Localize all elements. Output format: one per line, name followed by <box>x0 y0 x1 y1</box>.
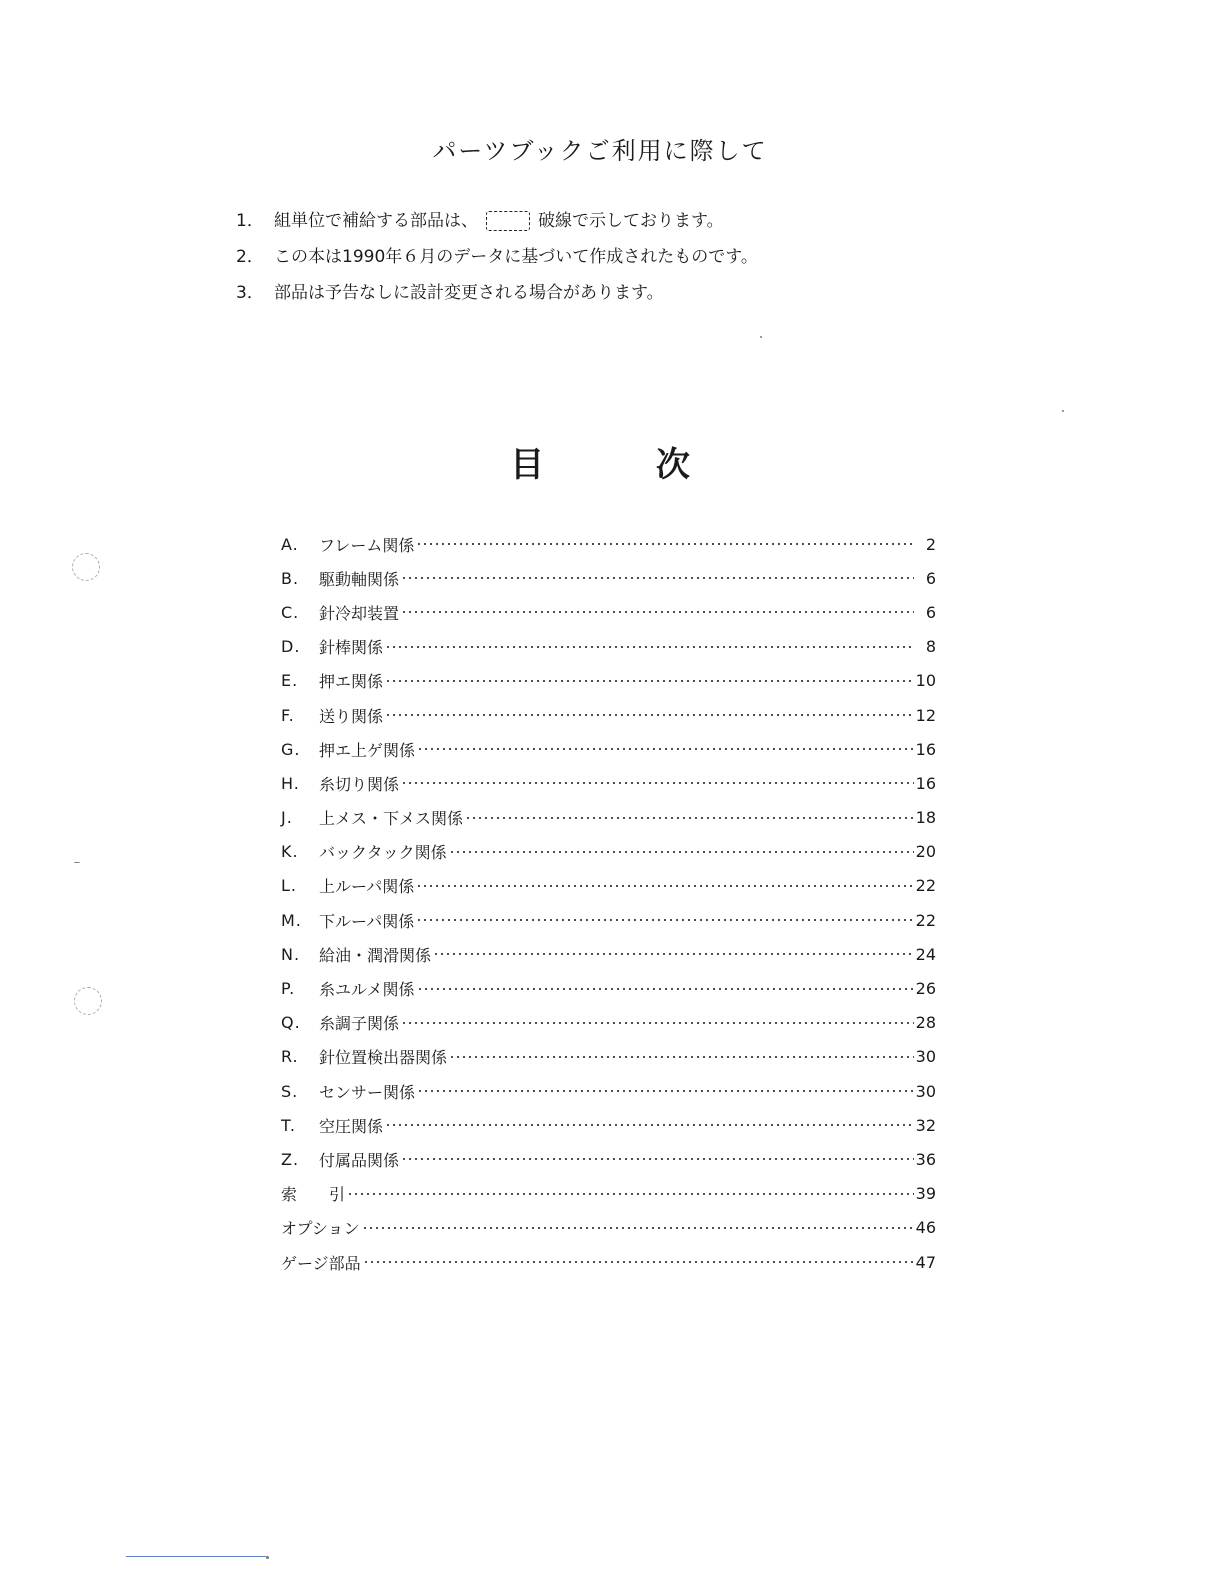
toc-entry-label: 糸切り関係 <box>319 774 400 794</box>
toc-entry-label: 上メス・下メス関係 <box>319 809 464 829</box>
toc-entry <box>281 732 936 766</box>
notice-item-number: 1． <box>236 211 264 231</box>
toc-entry-key: N. <box>281 944 301 964</box>
toc-entry-page: 6 <box>925 602 936 622</box>
toc-dot-leader <box>363 1257 914 1267</box>
scan-speck <box>1062 410 1064 412</box>
toc-entry <box>281 664 936 698</box>
toc-entry-key: K. <box>281 842 299 862</box>
toc-entry-page: 46 <box>915 1218 936 1238</box>
toc-entry-page: 22 <box>915 876 936 896</box>
toc-entry-page: 22 <box>915 910 936 930</box>
toc-entry-page: 12 <box>915 705 936 725</box>
toc-dot-leader <box>417 984 914 994</box>
notice-item <box>236 203 758 239</box>
toc-entry-label: バックタック関係 <box>319 843 447 863</box>
toc-entry-key: Z. <box>281 1149 300 1169</box>
toc-entry <box>281 835 936 869</box>
toc-entry-label: 針位置検出器関係 <box>319 1048 448 1068</box>
toc-title-char: 次 <box>655 445 690 485</box>
toc-entry-key: M. <box>281 910 302 930</box>
toc-entry-page: 8 <box>925 637 936 657</box>
toc-entry-page: 32 <box>915 1115 936 1135</box>
toc-entry <box>281 1040 936 1074</box>
toc-dot-leader <box>465 813 914 823</box>
toc-entry-page: 30 <box>915 1081 936 1101</box>
notice-item-text: 組単位で補給する部品は、 <box>274 211 478 231</box>
toc-dot-leader <box>385 642 914 652</box>
toc-entry-key: H. <box>281 773 300 793</box>
toc-entry-label: 空圧関係 <box>319 1116 384 1136</box>
notice-item-number: 2． <box>236 247 264 267</box>
toc-entry <box>281 937 936 971</box>
table-of-contents <box>281 527 936 1279</box>
toc-entry-key: J. <box>281 808 293 828</box>
notice-list <box>236 203 758 311</box>
toc-entry-key: G. <box>281 739 301 759</box>
toc-entry <box>281 527 936 561</box>
toc-entry <box>281 1142 936 1176</box>
toc-entry-page: 2 <box>925 534 936 554</box>
toc-entry-key: B. <box>281 568 300 588</box>
toc-entry-label: オプション <box>281 1219 360 1239</box>
toc-entry-label: フレーム関係 <box>319 535 415 555</box>
scan-speck <box>266 1556 269 1559</box>
toc-entry-page: 10 <box>915 671 936 691</box>
footer-rule <box>126 1556 266 1557</box>
toc-entry-key: L. <box>281 876 297 896</box>
toc-entry-page: 26 <box>915 979 936 999</box>
toc-entry-label: 下ルーパ関係 <box>319 911 415 931</box>
toc-entry-label: 索 引 <box>281 1185 346 1205</box>
toc-dot-leader <box>401 1018 914 1028</box>
toc-entry-label: 針棒関係 <box>319 638 384 658</box>
toc-dot-leader <box>416 881 913 891</box>
toc-entry <box>281 595 936 629</box>
toc-entry-label: センサー関係 <box>319 1082 416 1102</box>
toc-entry-key: P. <box>281 979 296 999</box>
toc-entry-page: 24 <box>915 944 936 964</box>
toc-dot-leader <box>416 539 914 549</box>
toc-dot-leader <box>401 607 914 617</box>
toc-dot-leader <box>401 1154 914 1164</box>
toc-entry-key: C. <box>281 602 300 622</box>
toc-entry-label: 押エ上ゲ関係 <box>319 740 416 760</box>
toc-entry <box>281 869 936 903</box>
notice-item <box>236 239 758 275</box>
toc-entry <box>281 561 936 595</box>
toc-entry <box>281 1074 936 1108</box>
toc-entry-label: 押エ関係 <box>319 672 384 692</box>
notice-title: パーツブックご利用に際して <box>432 137 768 165</box>
toc-entry-page: 16 <box>915 739 936 759</box>
toc-entry-label: 給油・潤滑関係 <box>319 945 432 965</box>
toc-entry-key: F. <box>281 705 295 725</box>
toc-entry-key: D. <box>281 637 301 657</box>
toc-entry-key: Q. <box>281 1013 301 1033</box>
punch-hole-mark <box>74 987 102 1015</box>
toc-entry-key: S. <box>281 1081 299 1101</box>
toc-entry-label: 針冷却装置 <box>319 603 400 623</box>
notice-item <box>236 275 758 311</box>
toc-title-char: 目 <box>510 445 545 485</box>
notice-item-text: この本は1990年６月のデータに基づいて作成されたものです。 <box>274 247 758 267</box>
toc-dot-leader <box>362 1223 914 1233</box>
toc-entry <box>281 1108 936 1142</box>
toc-entry <box>281 903 936 937</box>
toc-entry <box>281 801 936 835</box>
toc-entry-page: 36 <box>915 1149 936 1169</box>
toc-entry <box>281 971 936 1005</box>
toc-entry-page: 18 <box>915 808 936 828</box>
toc-dot-leader <box>385 710 914 720</box>
toc-entry <box>281 1211 936 1245</box>
toc-entry-page: 28 <box>915 1013 936 1033</box>
toc-dot-leader <box>417 744 914 754</box>
toc-entry-label: 上ルーパ関係 <box>319 877 415 897</box>
punch-hole-mark <box>72 553 100 581</box>
toc-entry <box>281 1245 936 1279</box>
scan-speck <box>74 862 80 863</box>
toc-entry-page: 6 <box>925 568 936 588</box>
toc-entry <box>281 698 936 732</box>
toc-entry <box>281 766 936 800</box>
toc-entry-label: 糸調子関係 <box>319 1014 400 1034</box>
toc-entry-key: E. <box>281 671 299 691</box>
notice-item-text: 破線で示しております。 <box>538 211 724 231</box>
toc-dot-leader <box>401 573 914 583</box>
toc-entry <box>281 1006 936 1040</box>
toc-entry-label: 送り関係 <box>319 706 384 726</box>
toc-dot-leader <box>401 778 914 788</box>
toc-entry-page: 47 <box>915 1252 936 1272</box>
toc-entry <box>281 630 936 664</box>
toc-title <box>0 437 1200 486</box>
scan-speck <box>760 336 762 338</box>
toc-entry-label: ゲージ部品 <box>281 1253 361 1273</box>
toc-entry-key: A. <box>281 534 299 554</box>
toc-entry-page: 30 <box>915 1047 936 1067</box>
toc-dot-leader <box>416 915 913 925</box>
toc-entry-label: 糸ユルメ関係 <box>319 980 415 1000</box>
toc-entry-label: 駆動軸関係 <box>319 569 400 589</box>
toc-dot-leader <box>385 676 914 686</box>
toc-entry-page: 20 <box>915 842 936 862</box>
notice-item-number: 3． <box>236 283 264 303</box>
toc-entry-key: R. <box>281 1047 299 1067</box>
toc-entry-page: 16 <box>915 773 936 793</box>
toc-entry-page: 39 <box>915 1184 936 1204</box>
toc-dot-leader <box>417 1086 914 1096</box>
toc-entry-key: T. <box>281 1115 296 1135</box>
toc-entry-label: 付属品関係 <box>319 1150 400 1170</box>
toc-dot-leader <box>385 1120 914 1130</box>
notice-item-text: 部品は予告なしに設計変更される場合があります。 <box>274 283 664 303</box>
toc-dot-leader <box>449 847 914 857</box>
toc-entry <box>281 1177 936 1211</box>
toc-dot-leader <box>449 1052 914 1062</box>
dashed-box-symbol <box>486 211 530 231</box>
toc-dot-leader <box>433 949 914 959</box>
toc-dot-leader <box>347 1189 914 1199</box>
